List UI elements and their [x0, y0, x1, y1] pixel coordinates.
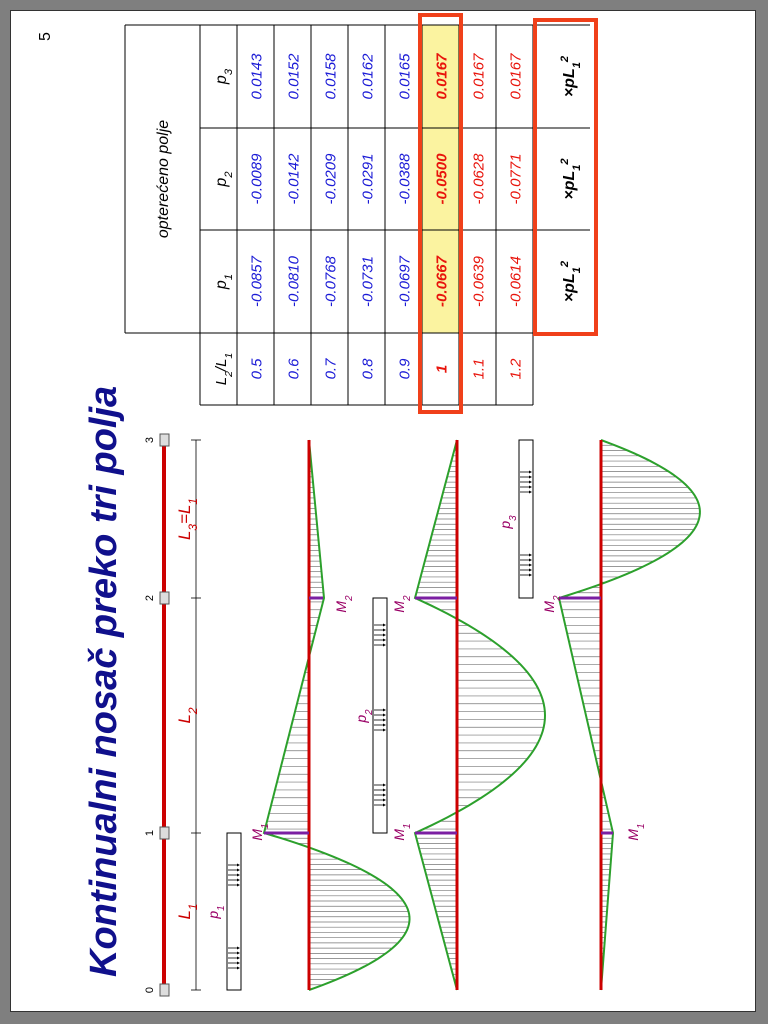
cell-p1-0: -0.0857: [248, 256, 266, 307]
moment-curve: [559, 440, 700, 990]
support-label-2: 2: [144, 594, 156, 602]
cell-p2-7: -0.0771: [507, 153, 525, 205]
factor-2: $\times pL_1^2$: [559, 55, 583, 98]
load-label-p1: $p_1$: [205, 905, 227, 919]
cell-p3-5: 0.0167: [433, 53, 451, 100]
cell-p3-3: 0.0162: [359, 53, 377, 100]
cell-p1-6: -0.0639: [470, 256, 488, 307]
cell-p2-1: -0.0142: [285, 153, 303, 205]
header-ratio: $L_2/L_1$: [213, 352, 235, 386]
moment-label-M2: $M_2$: [391, 595, 413, 613]
support-0: [160, 984, 169, 996]
cell-p1-4: -0.0697: [396, 256, 414, 307]
page-number: 5: [37, 32, 54, 41]
support-label-0: 0: [144, 986, 156, 994]
factor-0: $\times pL_1^2$: [559, 260, 583, 303]
cell-p2-2: -0.0209: [322, 153, 340, 205]
header-p3: $p_3$: [213, 68, 235, 85]
cell-p3-1: 0.0152: [285, 53, 303, 100]
cell-p1-7: -0.0614: [507, 256, 525, 307]
cell-p2-5: -0.0500: [433, 153, 451, 205]
cell-p2-4: -0.0388: [396, 153, 414, 205]
moment-label-M2: $M_2$: [333, 595, 355, 613]
cell-ratio-0: 0.5: [248, 358, 266, 380]
cell-p1-5: -0.0667: [433, 256, 451, 307]
cell-ratio-6: 1.1: [470, 358, 488, 380]
cell-ratio-3: 0.8: [359, 358, 377, 380]
moment-label-M1: $M_1$: [391, 823, 413, 841]
cell-p3-2: 0.0158: [322, 53, 340, 100]
header-p1: $p_1$: [213, 273, 235, 290]
cell-ratio-4: 0.9: [396, 358, 414, 380]
support-3: [160, 434, 169, 446]
beam-diagrams: [144, 434, 700, 996]
load-label-p3: $p_3$: [497, 515, 519, 529]
factor-1: $\times pL_1^2$: [559, 158, 583, 200]
support-2: [160, 592, 169, 604]
cell-p3-0: 0.0143: [248, 53, 266, 100]
cell-ratio-1: 0.6: [285, 358, 303, 380]
moment-diagram-p3: [559, 440, 700, 990]
load-box: [227, 833, 241, 990]
cell-p3-6: 0.0167: [470, 53, 488, 100]
cell-p2-6: -0.0628: [470, 153, 488, 205]
cell-ratio-5: 1: [433, 364, 451, 374]
support-1: [160, 827, 169, 839]
cell-p1-3: -0.0731: [359, 256, 377, 307]
cell-ratio-2: 0.7: [322, 358, 340, 380]
moment-label-M1: $M_1$: [249, 823, 271, 841]
span-label-2: $L_3=L_1$: [175, 497, 200, 541]
cell-p1-1: -0.0810: [285, 256, 303, 307]
load-label-p2: $p_2$: [353, 709, 375, 723]
header-p2: $p_2$: [213, 171, 235, 187]
slide-title: Kontinualni nosač preko tri polja: [83, 385, 125, 977]
load-box: [519, 440, 533, 598]
moment-curve: [264, 440, 410, 990]
moment-diagram-p1: [264, 440, 410, 990]
cell-p2-3: -0.0291: [359, 153, 377, 205]
cell-p3-7: 0.0167: [507, 53, 525, 100]
load-p2: [373, 598, 387, 833]
cell-p2-0: -0.0089: [248, 153, 266, 205]
cell-p3-4: 0.0165: [396, 53, 414, 100]
support-label-1: 1: [144, 829, 156, 837]
support-label-3: 3: [144, 436, 156, 444]
cell-p1-2: -0.0768: [322, 256, 340, 307]
moment-label-M2: $M_2$: [541, 595, 563, 613]
moment-label-M1: $M_1$: [625, 823, 647, 841]
load-p1: [227, 833, 241, 990]
span-label-1: $L_2$: [175, 707, 200, 724]
cell-ratio-7: 1.2: [507, 358, 525, 380]
load-p3: [519, 440, 533, 598]
header-group: opterećeno polje: [155, 119, 172, 239]
span-label-0: $L_1$: [175, 903, 200, 920]
influence-table: [125, 15, 596, 412]
